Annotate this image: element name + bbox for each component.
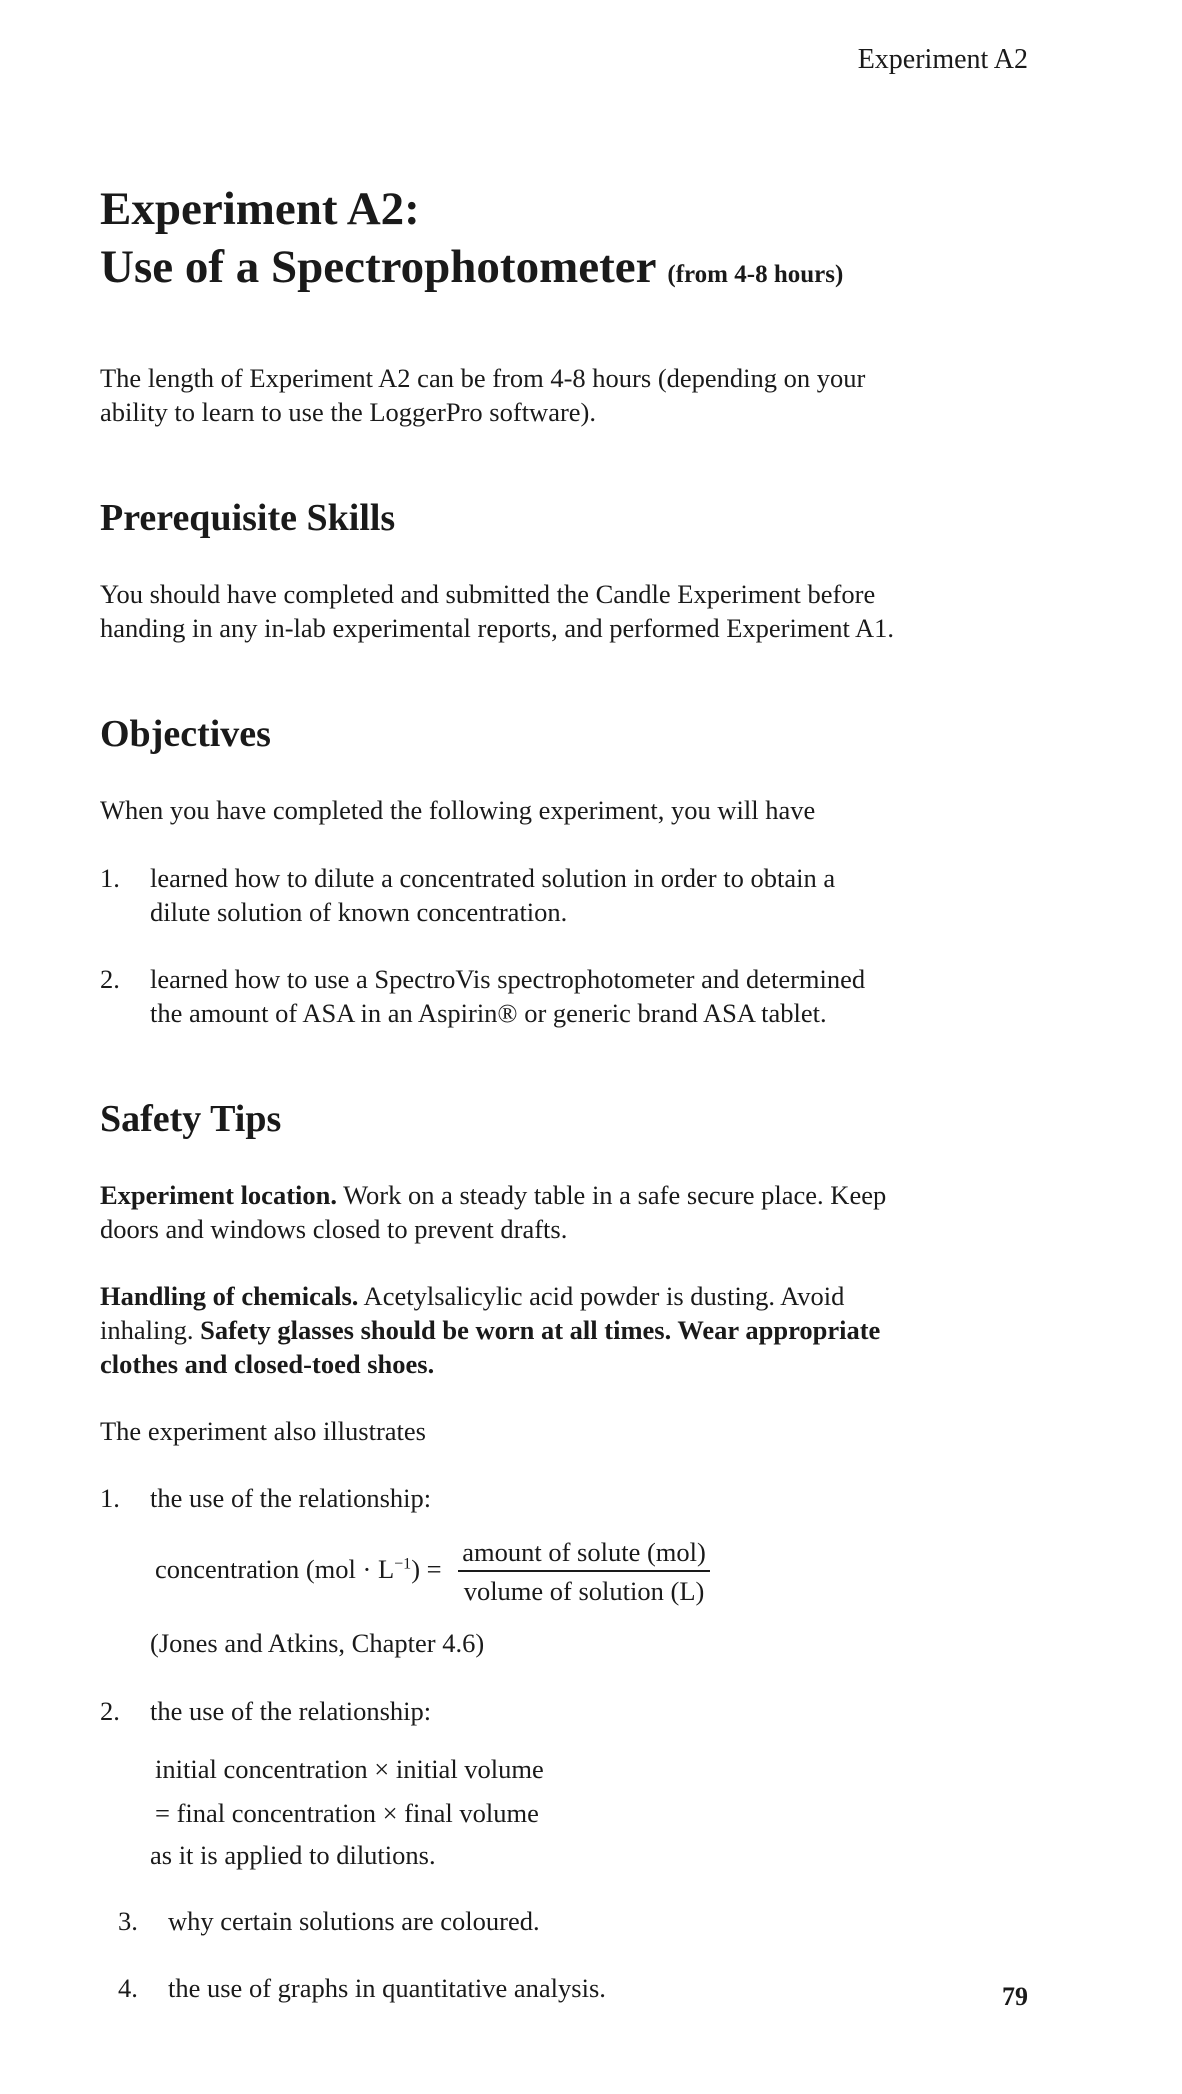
illustrates-number: 1. bbox=[100, 1483, 120, 1513]
dilution-line-2: = final concentration × final volume bbox=[155, 1798, 539, 1828]
page-title bbox=[100, 180, 843, 304]
objective-line-2: dilute solution of known concentration. bbox=[150, 897, 568, 927]
prerequisite-line-2: handing in any in-lab experimental reports, and performed Experiment A1. bbox=[100, 613, 895, 643]
safety-chemicals-paragraph bbox=[100, 1279, 1060, 1381]
objective-number: 1. bbox=[100, 863, 120, 893]
intro-paragraph bbox=[100, 361, 1060, 429]
equation-equals: ) = bbox=[411, 1554, 442, 1585]
illustrates-item-2 bbox=[100, 1694, 1100, 1728]
illustrates-text: why certain solutions are coloured. bbox=[168, 1906, 540, 1936]
dilution-note: as it is applied to dilutions. bbox=[150, 1840, 436, 1870]
safety-location-paragraph bbox=[100, 1178, 1060, 1246]
equation-fraction bbox=[458, 1537, 710, 1607]
safety-chemicals-line-1 bbox=[100, 1279, 1060, 1313]
intro-line-1: The length of Experiment A2 can be from 4-8 hours (depending on your bbox=[100, 363, 866, 393]
running-head: Experiment A2 bbox=[857, 44, 1028, 75]
objective-line-1: learned how to use a SpectroVis spectrophotometer and determined bbox=[150, 964, 866, 994]
equation-denominator: volume of solution (L) bbox=[463, 1576, 705, 1606]
objectives-lead: When you have completed the following experiment, you will have bbox=[100, 795, 816, 825]
title-line-2 bbox=[100, 238, 843, 304]
chemicals-warning: Safety glasses should be worn at all times. Wear appropriate bbox=[200, 1315, 881, 1345]
illustrates-text: the use of graphs in quantitative analysis. bbox=[168, 1973, 606, 2003]
reference-note: (Jones and Atkins, Chapter 4.6) bbox=[150, 1628, 485, 1658]
chemicals-label: Handling of chemicals. bbox=[100, 1281, 359, 1311]
illustrates-text: the use of the relationship: bbox=[150, 1483, 432, 1513]
title-line-1: Experiment A2: bbox=[100, 183, 420, 235]
title-main: Use of a Spectrophotometer bbox=[100, 241, 656, 293]
chemicals-text: Acetylsalicylic acid powder is dusting. Avoid bbox=[358, 1281, 845, 1311]
equation-exponent: −1 bbox=[394, 1555, 412, 1573]
safety-location-line-1 bbox=[100, 1178, 1060, 1212]
equation-left: concentration (mol · L bbox=[155, 1554, 395, 1585]
title-duration: (from 4-8 hours) bbox=[667, 261, 844, 288]
intro-line-2: ability to learn to use the LoggerPro software). bbox=[100, 397, 596, 427]
heading-objectives: Objectives bbox=[100, 713, 271, 755]
dilution-line-1: initial concentration × initial volume bbox=[155, 1754, 544, 1784]
illustrates-number: 3. bbox=[118, 1906, 138, 1936]
illustrates-lead: The experiment also illustrates bbox=[100, 1416, 426, 1446]
illustrates-item-4 bbox=[118, 1971, 868, 2005]
chemicals-warning-end: clothes and closed-toed shoes. bbox=[100, 1349, 435, 1379]
objective-line-2: the amount of ASA in an Aspirin® or generic brand ASA tablet. bbox=[150, 998, 827, 1028]
page-number: 79 bbox=[1002, 1982, 1028, 2011]
heading-prerequisite: Prerequisite Skills bbox=[100, 497, 396, 539]
illustrates-item-3 bbox=[118, 1904, 1068, 1938]
safety-chemicals-line-2 bbox=[100, 1313, 1060, 1347]
objective-number: 2. bbox=[100, 964, 120, 994]
illustrates-number: 2. bbox=[100, 1696, 120, 1726]
safety-chemicals-line-3 bbox=[100, 1347, 1060, 1381]
prerequisite-line-1: You should have completed and submitted the Candle Experiment before bbox=[100, 579, 876, 609]
location-text: Work on a steady table in a safe secure place. Keep bbox=[337, 1180, 887, 1210]
location-label: Experiment location. bbox=[100, 1180, 337, 1210]
equation-numerator: amount of solute (mol) bbox=[458, 1537, 710, 1572]
heading-safety: Safety Tips bbox=[100, 1098, 282, 1140]
chemicals-plain: inhaling. bbox=[100, 1315, 201, 1345]
objective-item-1 bbox=[100, 861, 1100, 929]
illustrates-text: the use of the relationship: bbox=[150, 1696, 432, 1726]
objective-line-1: learned how to dilute a concentrated solution in order to obtain a bbox=[150, 863, 836, 893]
concentration-equation bbox=[155, 1537, 710, 1607]
illustrates-number: 4. bbox=[118, 1973, 138, 2003]
illustrates-item-1 bbox=[100, 1481, 1100, 1515]
safety-location-line-2: doors and windows closed to prevent drafts. bbox=[100, 1214, 568, 1244]
prerequisite-paragraph bbox=[100, 577, 1060, 645]
dilution-equation bbox=[155, 1747, 544, 1835]
objective-item-2 bbox=[100, 962, 1100, 1030]
